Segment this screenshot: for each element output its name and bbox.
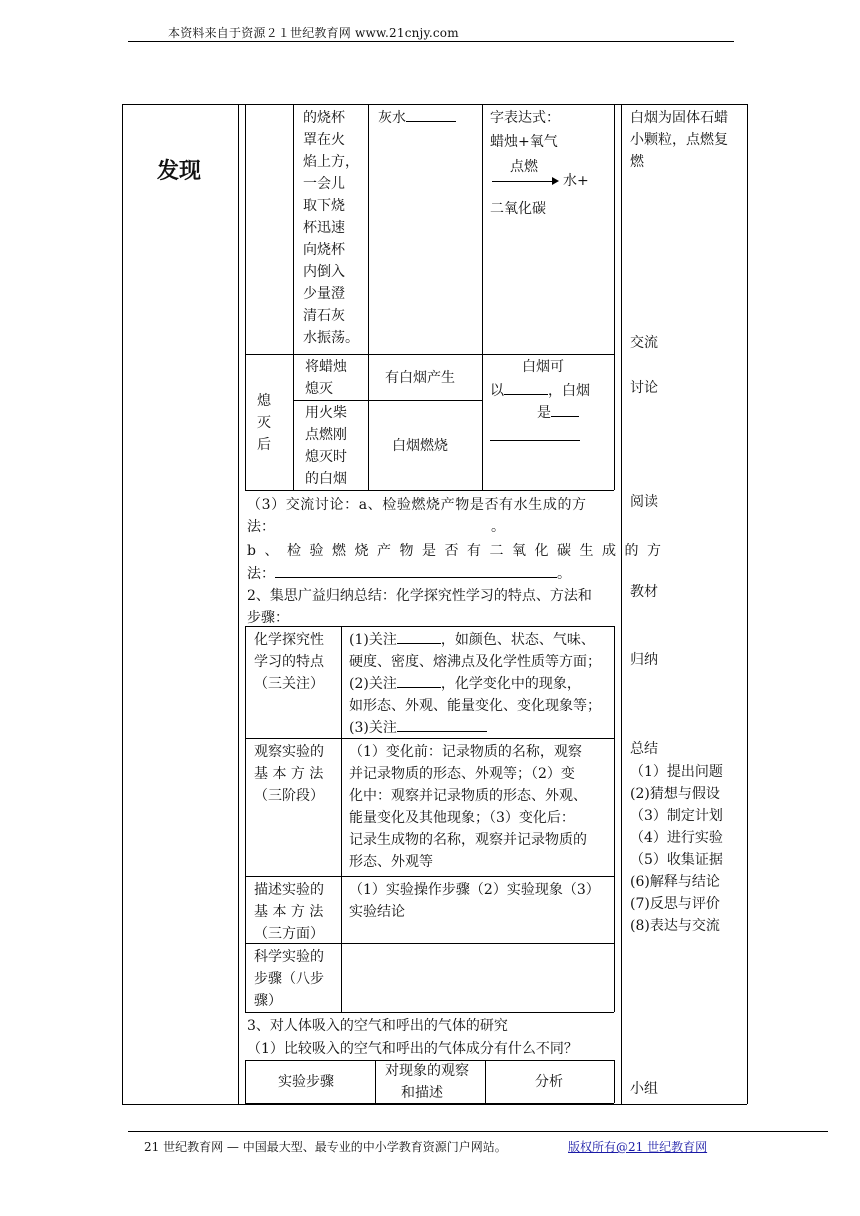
blank-line	[504, 380, 548, 395]
footer-text: 21 世纪教育网 — 中国最大型、最专业的中小学教育资源门户网站。	[144, 1140, 507, 1154]
bottom-table-col-2	[485, 1060, 486, 1103]
discussion-line-a: 法： 。	[247, 519, 505, 535]
reaction-condition: 点燃	[510, 159, 538, 175]
summary-content-2: （1）变化前：记录物质的名称，观察 并记录物质的形态、外观等；（2）变 化中：观察并记录物质的形态、外观、 能量变化及其他现象；（3）变化后： 记录生成物的名称，观察并记录物质的 形态、外观等	[349, 744, 587, 870]
inner-col-3	[482, 104, 483, 490]
column-divider-2	[621, 104, 622, 1104]
row2-analysis-3: 是	[537, 402, 579, 424]
outer-right-border	[747, 104, 748, 1104]
inner-row-divider-2	[293, 400, 482, 401]
section3-sub: （1）比较吸入的空气和呼出的气体成分有什么不同？	[247, 1041, 578, 1057]
blank-line	[490, 440, 580, 441]
summary-left-border	[245, 626, 246, 1012]
summary-row-divider-2	[245, 876, 614, 877]
extinguish-label: 熄 灭 后	[257, 393, 271, 453]
bottom-table-right	[614, 1060, 615, 1103]
row2-steps: 将蜡烛 熄灭	[305, 359, 347, 397]
summary-label-3: 描述实验的 基 本 方 法 （三方面）	[254, 882, 324, 942]
summary-right-border	[614, 626, 615, 1012]
inner-left-border	[245, 104, 246, 490]
summary-col-divider	[341, 626, 342, 1012]
section3-title: 3、对人体吸入的空气和呼出的气体的研究	[247, 1018, 508, 1034]
right-yuedu: 阅读	[630, 494, 658, 510]
outer-left-border	[122, 104, 123, 1104]
section-title: 发现	[157, 158, 202, 184]
page-header-text: 本资料来自于资源２１世纪教育网 www.21cnjy.com	[168, 26, 459, 40]
row1-steps: 的烧杯 罩在火 焰上方， 一会儿 取下烧 杯迅速 向烧杯 内倒入 少量澄 清石灰 水振荡。	[303, 110, 359, 346]
summary-table-top	[245, 626, 614, 627]
row2-observation: 有白烟产生	[385, 370, 455, 386]
row1-formula-product: 水+	[563, 173, 589, 189]
inner-row-divider-1	[245, 354, 614, 355]
summary-content-1: (1)关注 ，如颜色、状态、气味、 硬度、密度、熔沸点及化学性质等方面； (2)关注 ，化学变化中的现象， 如形态、外观、能量变化、变化现象等； (3)关注	[349, 629, 601, 739]
blank-line	[397, 629, 441, 644]
arrow-head-icon	[552, 177, 559, 185]
footer-rule	[128, 1131, 828, 1132]
summary-title: 2、集思广益归纳总结：化学探究性学习的特点、方法和	[247, 588, 592, 604]
row1-formula-label: 字表达式：	[490, 110, 560, 126]
header-rule	[128, 41, 734, 42]
inner-col-2	[368, 104, 369, 490]
inner-bottom-border	[245, 490, 614, 491]
right-note: 白烟为固体石蜡 小颗粒，点燃复 燃	[630, 110, 728, 170]
header-experiment-steps: 实验步骤	[278, 1074, 334, 1090]
discussion-line-b2: 法： 。	[247, 563, 571, 585]
bottom-table-col-1	[375, 1060, 376, 1103]
row1-formula-reactants: 蜡烛+氧气	[490, 134, 558, 150]
summary-title-2: 步骤：	[247, 610, 289, 626]
bottom-table-left	[245, 1060, 246, 1103]
row1-observation: 灰水	[378, 107, 456, 129]
row3-steps: 用火柴 点燃刚 熄灭时 的白烟	[305, 405, 347, 487]
blank-line	[551, 402, 579, 417]
reaction-arrow	[492, 181, 552, 182]
summary-label-2: 观察实验的 基 本 方 法 （三阶段）	[254, 744, 324, 804]
header-observation: 对现象的观察 和描述	[385, 1063, 469, 1101]
blank-line	[397, 673, 441, 688]
right-xiaozu: 小组	[630, 1081, 658, 1097]
inner-col-1	[293, 104, 294, 490]
right-jiaocai: 教材	[630, 584, 658, 600]
summary-label-4: 科学实验的 步骤（八步 骤）	[254, 949, 324, 1009]
discussion-intro: （3）交流讨论：a、检验燃烧产物是否有水生成的方	[247, 497, 587, 513]
inner-right-border	[614, 104, 615, 490]
discussion-line-b: b、检验燃烧产物是否有二氧化碳生成的方	[247, 543, 670, 559]
header-analysis: 分析	[535, 1074, 563, 1090]
right-steps-list: （1）提出问题 (2)猜想与假设 （3）制定计划 （4）进行实验 （5）收集证据 (6)解释与结论 (7)反思与评价 (8)表达与交流	[630, 764, 723, 934]
blank-line	[275, 563, 557, 578]
right-taolun: 讨论	[630, 380, 658, 396]
row1-formula-product-2: 二氧化碳	[490, 201, 546, 217]
summary-content-3: （1）实验操作步骤（2）实验现象（3） 实验结论	[349, 882, 600, 920]
blank-line	[406, 107, 456, 122]
row3-observation: 白烟燃烧	[392, 438, 448, 454]
row2-analysis-2: 以 ，白烟	[490, 380, 590, 402]
row2-analysis-1: 白烟可	[522, 359, 564, 375]
right-zongjie: 总结	[630, 741, 658, 757]
inner-top-border	[245, 104, 614, 105]
right-jiaoliu: 交流	[630, 335, 658, 351]
summary-table-bottom	[245, 1012, 614, 1013]
summary-label-1: 化学探究性 学习的特点 （三关注）	[254, 632, 324, 692]
footer-copyright-link[interactable]: 版权所有@21 世纪教育网	[568, 1140, 708, 1154]
column-divider-1	[238, 104, 239, 1104]
blank-line	[397, 717, 487, 732]
right-guina: 归纳	[630, 652, 658, 668]
outer-bottom-border	[122, 1104, 747, 1105]
